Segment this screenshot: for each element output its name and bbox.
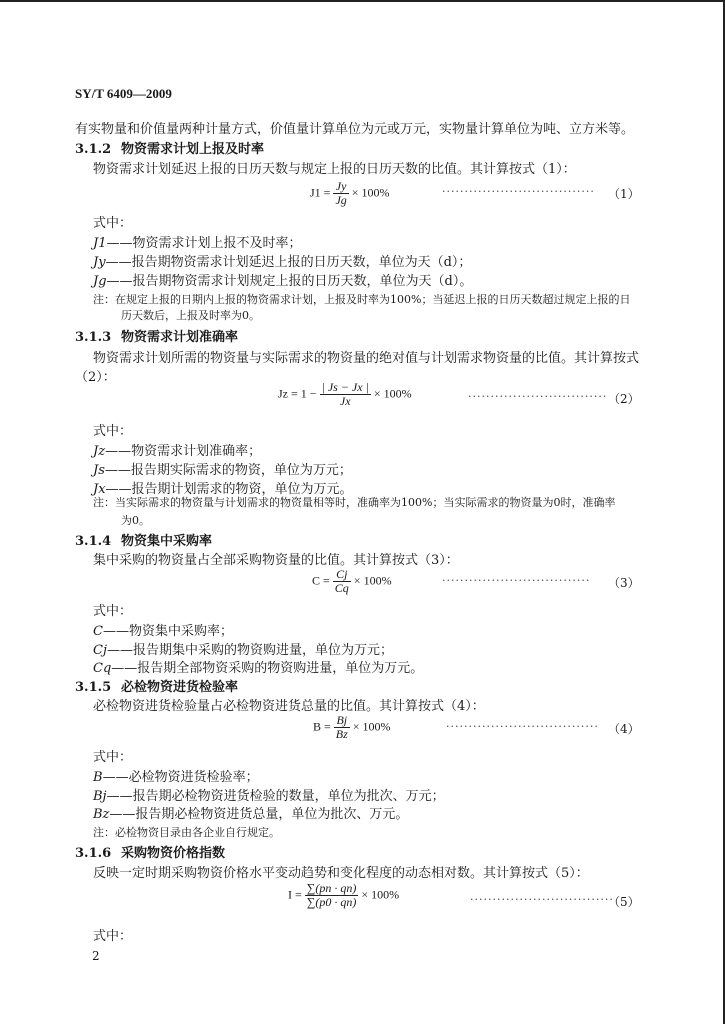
equation-number-5: （5） [608, 895, 640, 909]
fraction [320, 381, 371, 408]
denominator: Bz [335, 727, 348, 741]
section-title: 必检物资进货检验率 [121, 680, 239, 695]
where-label: 式中： [93, 750, 133, 765]
section-number: 3.1.4 [75, 534, 112, 549]
section-3-1-2-heading [75, 138, 264, 157]
note-line: 注：当实际需求的物资量与计划需求的物资量相等时，准确率为100%；当实际需求的物资量为0时，准确率 [93, 496, 616, 509]
definition-item: C——物资集中采购率； [93, 624, 233, 639]
definition-item: Jy——报告期物资需求计划延迟上报的日历天数，单位为天（d）； [93, 255, 472, 270]
note-line: 历天数后，上报及时率为0。 [121, 309, 260, 322]
intro-paragraph: 有实物量和价值量两种计量方式，价值量计算单位为元或万元，实物量计算单位为吨、立方米等。 [75, 122, 635, 137]
definition-item: Jg——报告期物资需求计划规定上报的日历天数，单位为天（d）。 [93, 274, 473, 289]
fraction [334, 714, 350, 741]
note-line: 注：必检物资目录由各企业自行规定。 [93, 826, 280, 839]
definition-item: J1——物资需求计划上报不及时率； [93, 236, 302, 251]
formula-2-leader-dots: ······························· [468, 390, 608, 403]
section-number: 3.1.5 [75, 680, 112, 695]
equation-number-1: （1） [608, 187, 640, 201]
formula-lhs: J1 = [310, 185, 331, 200]
section-number: 3.1.3 [75, 330, 112, 345]
fraction [333, 568, 351, 595]
denominator: Jx [339, 394, 351, 408]
denominator: Cq [334, 581, 349, 595]
formula-3 [312, 568, 392, 595]
equation-number-2: （2） [608, 392, 640, 406]
section-title: 物资需求计划准确率 [121, 330, 239, 345]
definition-item: Bj——报告期必检物资进货检验的数量，单位为批次、万元； [93, 789, 445, 804]
definition-item: Js——报告期实际需求的物资，单位为万元； [93, 463, 352, 478]
where-label: 式中： [93, 929, 133, 944]
definition-item: Cj——报告期集中采购的物资购进量，单位为万元； [93, 643, 393, 658]
formula-lhs: Jz = 1 − [278, 386, 317, 401]
where-label: 式中： [93, 604, 133, 619]
denominator: Jg [335, 193, 347, 207]
formula-3-leader-dots: ································· [442, 574, 591, 587]
numerator: ∑(pn · qn) [306, 881, 357, 895]
section-3-1-6-text: 反映一定时期采购物资价格水平变动趋势和变化程度的动态相对数。其计算按式（5）： [93, 866, 589, 881]
section-3-1-4-text: 集中采购的物资量占全部采购物资量的比值。其计算按式（3）： [93, 553, 459, 568]
section-3-1-2-text: 物资需求计划延迟上报的日历天数与规定上报的日历天数的比值。其计算按式（1）： [93, 162, 576, 177]
formula-5-leader-dots: ································ [470, 893, 614, 906]
section-number: 3.1.6 [75, 846, 112, 861]
numerator: Cj [333, 568, 351, 582]
section-3-1-4-heading [75, 530, 212, 549]
section-3-1-3-heading [75, 326, 238, 345]
formula-lhs: B = [313, 719, 331, 734]
formula-1-leader-dots: ·································· [442, 185, 595, 198]
formula-4 [313, 714, 391, 741]
definition-item: Jx——报告期计划需求的物资，单位为万元。 [93, 482, 353, 497]
formula-lhs: I = [288, 887, 302, 902]
section-3-1-5-text: 必检物资进货检验量占必检物资进货总量的比值。其计算按式（4）： [93, 699, 485, 714]
section-title: 物资需求计划上报及时率 [121, 142, 265, 157]
formula-1 [310, 180, 390, 207]
where-label: 式中： [93, 216, 133, 231]
section-3-1-6-heading [75, 842, 225, 861]
fraction [305, 882, 359, 909]
fraction [333, 180, 348, 207]
formula-tail: × 100% [361, 887, 400, 902]
formula-5 [288, 882, 399, 909]
formula-2 [278, 381, 412, 408]
section-3-1-3-text-cont: （2）： [75, 370, 116, 385]
where-label: 式中： [93, 424, 133, 439]
formula-tail: × 100% [373, 386, 412, 401]
section-number: 3.1.2 [75, 142, 112, 157]
standard-code-header: SY/T 6409—2009 [75, 86, 172, 101]
definition-item: Cq——报告期全部物资采购的物资购进量，单位为万元。 [93, 661, 424, 676]
formula-tail: × 100% [352, 719, 391, 734]
section-title: 物资集中采购率 [121, 534, 213, 549]
numerator: Bj [334, 714, 350, 728]
formula-tail: × 100% [353, 573, 392, 588]
note-line: 为0。 [121, 514, 150, 527]
denominator: ∑(p0 · qn) [306, 895, 357, 909]
formula-4-leader-dots: ·································· [446, 720, 599, 733]
definition-item: B——必检物资进货检验率； [93, 770, 259, 785]
note-line: 注：在规定上报的日期内上报的物资需求计划，上报及时率为100%；当延迟上报的日历天数超过规定上报的日 [93, 293, 631, 306]
numerator: | Js − Jx | [321, 380, 369, 394]
formula-tail: × 100% [351, 185, 390, 200]
definition-item: Jz——物资需求计划准确率； [93, 444, 262, 459]
section-3-1-3-text: 物资需求计划所需的物资量与实际需求的物资量的绝对值与计划需求物资量的比值。其计算按式 [93, 351, 640, 366]
definition-item: Bz——报告期必检物资进货总量，单位为批次、万元。 [93, 807, 409, 822]
numerator: Jy [333, 180, 348, 194]
formula-lhs: C = [312, 573, 330, 588]
equation-number-3: （3） [608, 576, 640, 590]
equation-number-4: （4） [608, 722, 640, 736]
section-title: 采购物资价格指数 [121, 846, 226, 861]
section-3-1-5-heading [75, 676, 238, 695]
page-border-top [0, 0, 725, 2]
page-number: 2 [92, 949, 100, 963]
